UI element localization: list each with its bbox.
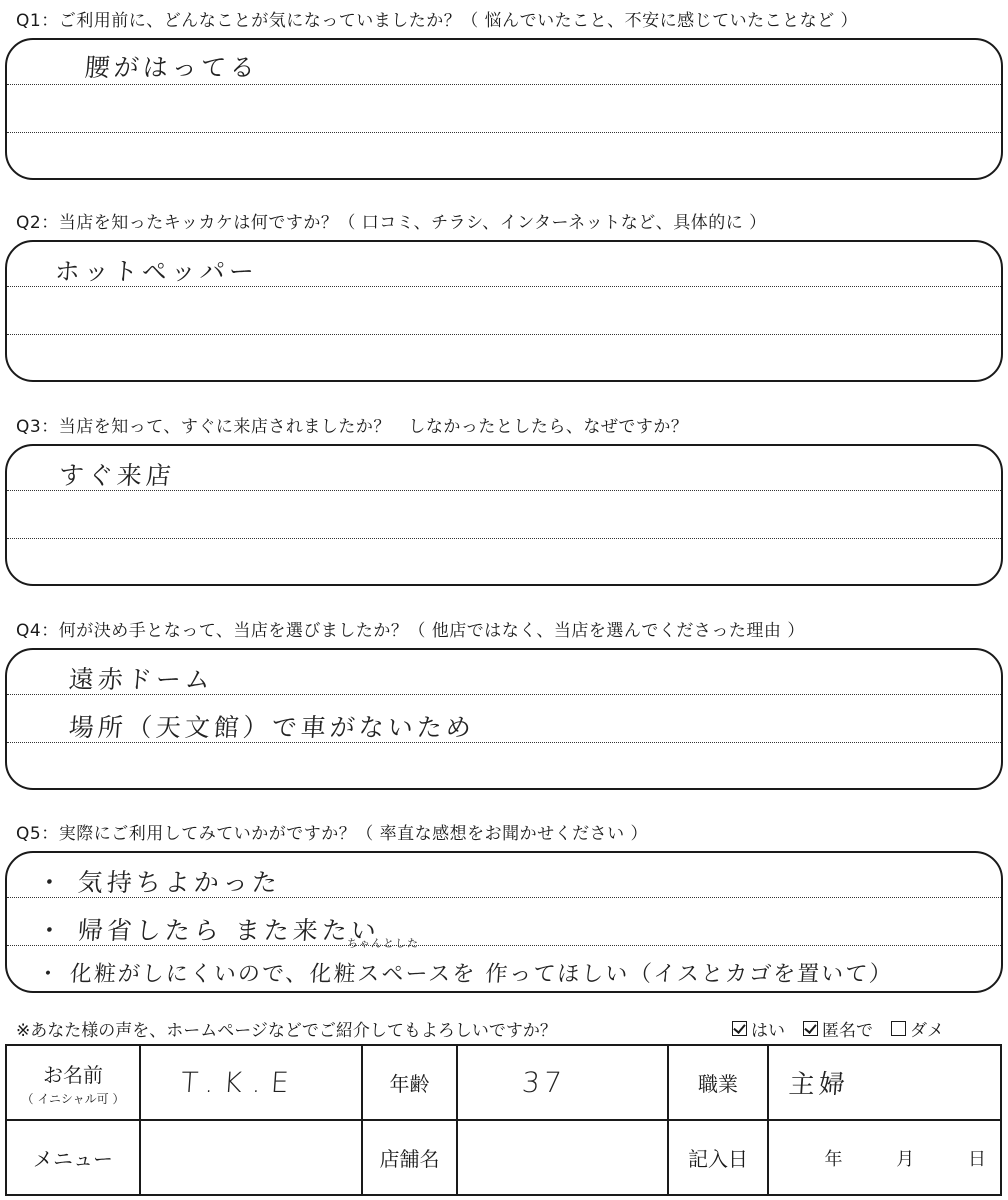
consent-option-yes[interactable]: [732, 1016, 785, 1041]
occupation-field[interactable]: [768, 1045, 1001, 1120]
consent-option-anonymous[interactable]: [803, 1016, 873, 1041]
name-label-cell: [6, 1045, 140, 1120]
age-field[interactable]: [457, 1045, 668, 1120]
answer-box-3: [5, 444, 1003, 586]
menu-field[interactable]: [140, 1120, 362, 1195]
entry-date-label: 記入日: [668, 1120, 768, 1195]
occupation-label: 職業: [668, 1045, 768, 1120]
date-month-label: 月: [896, 1148, 915, 1170]
answer-5-line-1: ・ 気持ちよかった: [35, 868, 282, 897]
ruled-line: [7, 84, 1001, 85]
question-5-label: Q5：実際にご利用してみていかがですか？（ 率直な感想をお聞かせください ）: [16, 824, 649, 844]
checkbox-empty-icon[interactable]: [891, 1021, 906, 1036]
answer-box-4: [5, 648, 1003, 790]
answer-2-line-1: ホットペッパー: [53, 257, 259, 286]
name-field[interactable]: [140, 1045, 362, 1120]
question-2-label: Q2：当店を知ったキッカケは何ですか？（ 口コミ、チラシ、インターネットなど、具体的に ）: [16, 213, 767, 233]
occupation-value: 主婦: [787, 1070, 850, 1100]
answer-5-line-2: ・ 帰省したら また来たい: [35, 916, 381, 945]
consent-option-anonymous-label: 匿名で: [822, 1021, 873, 1041]
store-label: 店舗名: [362, 1120, 457, 1195]
question-4-label: Q4：何が決め手となって、当店を選びましたか？（ 他店ではなく、当店を選んでくださった理由 ）: [16, 621, 805, 641]
consent-options: [732, 1016, 944, 1041]
question-3-label: Q3：当店を知って、すぐに来店されましたか？ しなかったとしたら、なぜですか？: [16, 417, 689, 437]
name-label: お名前: [43, 1062, 103, 1087]
checkbox-checked-icon[interactable]: [732, 1021, 747, 1036]
answer-box-2: [5, 240, 1003, 382]
ruled-line: [7, 132, 1001, 133]
age-label: 年齢: [362, 1045, 457, 1120]
consent-option-yes-label: はい: [751, 1021, 785, 1041]
consent-option-no[interactable]: [891, 1016, 944, 1041]
entry-date-field[interactable]: [768, 1120, 1001, 1195]
name-value: T.K.E: [179, 1066, 300, 1099]
name-sublabel: （ イニシャル可 ）: [21, 1091, 125, 1106]
answer-box-1: [5, 38, 1003, 180]
question-1-label: Q1：ご利用前に、どんなことが気になっていましたか？（ 悩んでいたこと、不安に感じていたことなど ）: [16, 11, 859, 31]
answer-1-line-1: 腰がはってる: [83, 53, 260, 82]
answer-4-line-1: 遠赤ドーム: [67, 665, 215, 694]
store-field[interactable]: [457, 1120, 668, 1195]
ruled-line: [7, 538, 1001, 539]
ruled-line: [7, 334, 1001, 335]
answer-box-5: [5, 851, 1003, 993]
answer-4-line-2: 場所（天文館）で車がないため: [67, 713, 476, 742]
answer-5-insertion: ちゃんとした: [346, 937, 420, 950]
consent-option-no-label: ダメ: [910, 1021, 944, 1041]
date-year-label: 年: [824, 1148, 843, 1170]
answer-5-line-3: ・ 化粧がしにくいので、化粧スペースを 作ってほしい（イスとカゴを置いて）: [35, 962, 894, 987]
answer-3-line-1: すぐ来店: [57, 461, 176, 490]
menu-label: メニュー: [6, 1120, 140, 1195]
customer-info-table: [5, 1044, 1002, 1196]
checkbox-checked-icon[interactable]: [803, 1021, 818, 1036]
age-value: 37: [520, 1066, 567, 1099]
date-day-label: 日: [968, 1148, 986, 1170]
consent-question: ※あなた様の声を、ホームページなどでご紹介してもよろしいですか？: [16, 1021, 557, 1041]
